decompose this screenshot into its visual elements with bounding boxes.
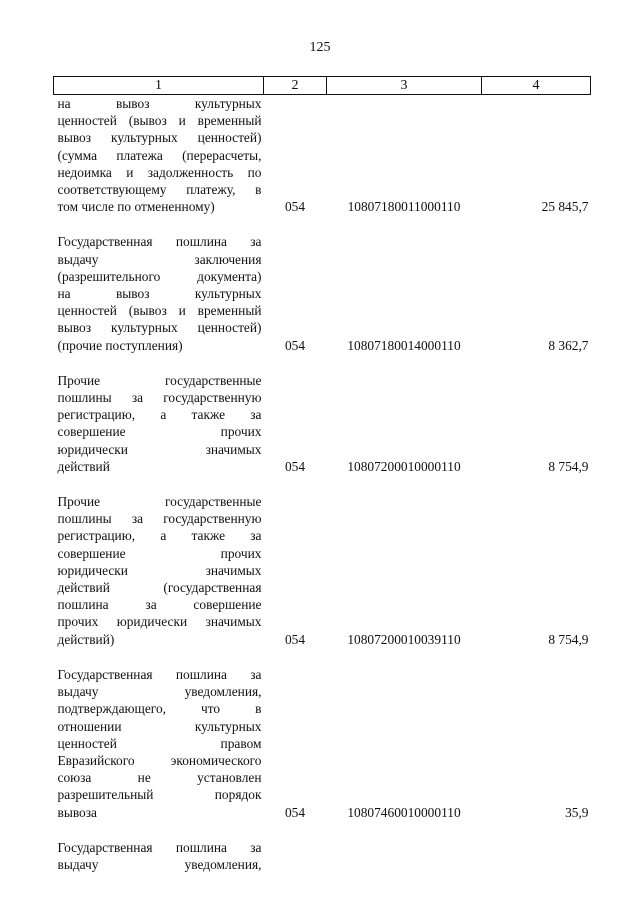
revenue-name-cell xyxy=(54,839,264,873)
amount-cell: 8 754,9 xyxy=(548,631,589,647)
row-spacer-cell xyxy=(54,354,591,372)
revenue-name-line: Государственная пошлина за xyxy=(57,666,262,682)
revenue-name-line: действий xyxy=(57,458,110,474)
revenue-name-line: вывоз культурных ценностей) xyxy=(57,320,262,336)
revenue-name-cell xyxy=(54,372,264,475)
admin-code-cell: 054 xyxy=(284,631,306,647)
revenue-name-line: ценностей правом xyxy=(57,735,262,751)
revenue-name-line: Прочие государственные xyxy=(57,372,262,388)
budget-code-cell: 10807200010000110 xyxy=(347,458,461,474)
revenue-name-line: выдачу уведомления, xyxy=(57,684,262,700)
amount-cell: 8 362,7 xyxy=(548,337,589,353)
page-number: 125 xyxy=(309,40,331,55)
revenue-name-cell xyxy=(54,233,264,353)
revenue-name-line: юридически значимых xyxy=(57,441,262,457)
revenue-name-line: ценностей (вывоз и временный xyxy=(57,113,262,129)
admin-code-cell: 054 xyxy=(284,337,306,353)
row-spacer-cell xyxy=(54,821,591,839)
revenue-name-line: (прочие поступления) xyxy=(57,337,183,353)
admin-code-cell: 054 xyxy=(284,804,306,820)
budget-code-cell: 10807180011000110 xyxy=(347,199,461,215)
revenue-name-line: разрешительный порядок xyxy=(57,787,262,803)
revenue-name-line: вывоз культурных ценностей) xyxy=(57,130,262,146)
admin-code-cell: 054 xyxy=(284,458,306,474)
column-header-2: 2 xyxy=(264,77,327,95)
revenue-name-line: выдачу заключения xyxy=(57,251,262,267)
row-spacer xyxy=(54,648,591,666)
revenue-name-line: регистрацию, а также за xyxy=(57,528,262,544)
revenue-name-line: на вывоз культурных xyxy=(57,286,262,302)
budget-code-cell: 10807200010039110 xyxy=(347,631,461,647)
table-header-row xyxy=(54,77,591,95)
revenue-name-line: регистрацию, а также за xyxy=(57,407,262,423)
revenue-name-line: Государственная пошлина за xyxy=(57,234,262,250)
revenue-name-line: действий (государственная xyxy=(57,580,262,596)
budget-code-cell: 10807180014000110 xyxy=(347,337,461,353)
revenue-name-line: совершение прочих xyxy=(57,424,262,440)
revenue-name-line: на вывоз культурных xyxy=(57,96,262,111)
amount-cell: 35,9 xyxy=(565,804,589,820)
revenue-name-line: (разрешительного документа) xyxy=(57,268,262,284)
revenue-name-line: отношении культурных xyxy=(57,718,262,734)
revenue-name-cell xyxy=(54,95,264,216)
revenue-name-line: пошлина за совершение xyxy=(57,597,262,613)
row-spacer-cell xyxy=(54,215,591,233)
revenue-name-line: Государственная пошлина за xyxy=(57,839,262,855)
column-header-3: 3 xyxy=(327,77,482,95)
admin-code-cell: 054 xyxy=(284,199,306,215)
table-body xyxy=(54,95,591,874)
revenue-name-cell xyxy=(54,493,264,648)
revenue-name-line: союза не установлен xyxy=(57,770,262,786)
revenue-name-line: действий) xyxy=(57,631,115,647)
revenue-name-line: юридически значимых xyxy=(57,562,262,578)
column-header-4: 4 xyxy=(482,77,591,95)
row-spacer-cell xyxy=(54,648,591,666)
revenue-name-line: Прочие государственные xyxy=(57,494,262,510)
revenue-name-cell xyxy=(54,666,264,821)
row-spacer xyxy=(54,215,591,233)
revenue-name-line: соответствующему платежу, в xyxy=(57,182,262,198)
revenue-name-line: совершение прочих xyxy=(57,545,262,561)
amount-cell: 25 845,7 xyxy=(541,199,589,215)
budget-code-cell: 10807460010000110 xyxy=(347,804,461,820)
amount-cell: 8 754,9 xyxy=(548,458,589,474)
revenue-name-line: пошлины за государственную xyxy=(57,511,262,527)
table-row xyxy=(54,95,591,216)
table-row xyxy=(54,233,591,353)
table-row xyxy=(54,493,591,648)
table-row xyxy=(54,839,591,873)
row-spacer-cell xyxy=(54,475,591,493)
revenue-name-line: Евразийского экономического xyxy=(57,752,262,768)
admin-code-cell xyxy=(264,839,327,873)
revenue-name-line: недоимка и задолженность по xyxy=(57,164,262,180)
row-spacer xyxy=(54,354,591,372)
revenue-name-line: пошлины за государственную xyxy=(57,390,262,406)
table-row xyxy=(54,372,591,475)
column-header-1: 1 xyxy=(54,77,264,95)
revenue-name-line: подтверждающего, что в xyxy=(57,701,262,717)
row-spacer xyxy=(54,475,591,493)
amount-cell xyxy=(482,839,591,873)
revenue-name-line: (сумма платежа (перерасчеты, xyxy=(57,147,262,163)
revenue-name-line: вывоза xyxy=(57,804,97,820)
budget-code-cell xyxy=(327,839,482,873)
table-row xyxy=(54,666,591,821)
revenue-name-line: ценностей (вывоз и временный xyxy=(57,303,262,319)
revenue-name-line: том числе по отмененному) xyxy=(57,199,215,215)
row-spacer xyxy=(54,821,591,839)
revenue-name-line: прочих юридически значимых xyxy=(57,614,262,630)
revenue-name-line: выдачу уведомления, xyxy=(57,856,262,872)
budget-table xyxy=(53,76,591,873)
